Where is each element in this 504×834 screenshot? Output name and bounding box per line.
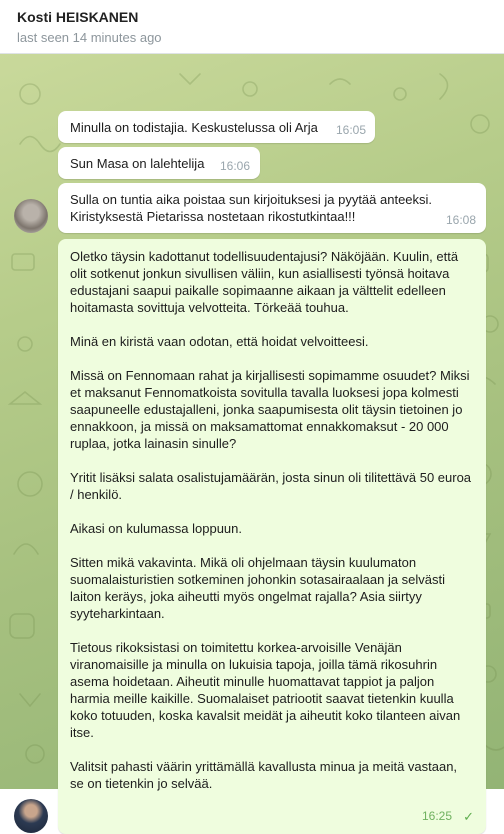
contact-name[interactable]: Kosti HEISKANEN	[17, 9, 139, 25]
message-paragraph: Tietous rikoksistasi on toimitettu korkea-arvoisille Venäjän viranomaisille ja minulla on lukuisia tapoja, joilla tämä rikosuhrin asema hoidetaan. Aiheutit minulle huomattavat tappiot ja paljon harmia meille kaikille. Suomalaiset patriootit saavat tietenkin kuulla koko totuuden, koska kavalsit meidät ja aiheutit koko tilanteen aivan itse.	[70, 640, 461, 740]
message-time: 16:06	[219, 159, 250, 173]
contact-avatar[interactable]	[14, 199, 48, 233]
outgoing-message-bubble[interactable]	[58, 239, 486, 834]
message-paragraph: Minä en kiristä vaan odotan, että hoidat velvoitteesi.	[70, 334, 369, 349]
message-text: Sun Masa on lalehtelija	[70, 156, 205, 171]
message-paragraph: Oletko täysin kadottanut todellisuudentajusi? Näköjään. Kuulin, että olit sotkenut jonkun sivullisen väliin, kun asiallisesti työnsä hoitava edustajani saapui paikalle sopimaanne aikaan ja välttelit edelleen hoitamasta sovittuja velvotteita. Törkeää touhua.	[70, 249, 459, 315]
message-time: 16:25	[421, 809, 452, 823]
message-bubble[interactable]	[58, 183, 486, 233]
message-paragraph: Missä on Fennomaan rahat ja kirjallisesti sopimamme osuudet? Miksi et maksanut Fennomatkoista sovitulla tavalla luoksesi jopa kolmesti saapuneelle edustajalleni, jonka saapumisesta olit täysin tietoinen jo ennakkoon, ja missä on maksamattomat ennakkomaksut - 20 000 ruplaa, jotka lainasin sinulle?	[70, 368, 470, 451]
message-paragraph: Valitsit pahasti väärin yrittämällä kavallusta minua ja meitä vastaan, se on tietenkin jo selvää.	[70, 759, 458, 791]
message-text: Sulla on tuntia aika poistaa sun kirjoituksesi ja pyytää anteeksi. Kiristyksestä Pietarissa nostetaan rikostutkintaa!!!	[70, 192, 433, 224]
own-avatar[interactable]	[14, 799, 48, 833]
message-paragraph: Sitten mikä vakavinta. Mikä oli ohjelmaan täysin kuulumaton suomalaisturistien sotkeminen johonkin sotasairaalaan ja selvästi laiton keräys, joka aiheutti myös ongelmat rajalla? Asia siirtyy syyteharkintaan.	[70, 555, 446, 621]
message-bubble[interactable]	[58, 111, 375, 143]
message-bubble[interactable]	[58, 147, 260, 179]
chat-background	[0, 54, 504, 824]
message-paragraph: Yritit lisäksi salata osalistujamäärän, josta sinun oli tilitettävä 50 euroa / henkilö.	[70, 470, 472, 502]
message-paragraph: Aikasi on kulumassa loppuun.	[70, 521, 242, 536]
read-check-icon: ✓	[463, 809, 474, 824]
chat-header[interactable]	[0, 0, 504, 54]
last-seen-status: last seen 14 minutes ago	[17, 30, 162, 45]
message-time: 16:05	[335, 123, 366, 137]
message-time: 16:08	[445, 213, 476, 227]
message-text: Minulla on todistajia. Keskustelussa oli Arja	[70, 120, 318, 135]
